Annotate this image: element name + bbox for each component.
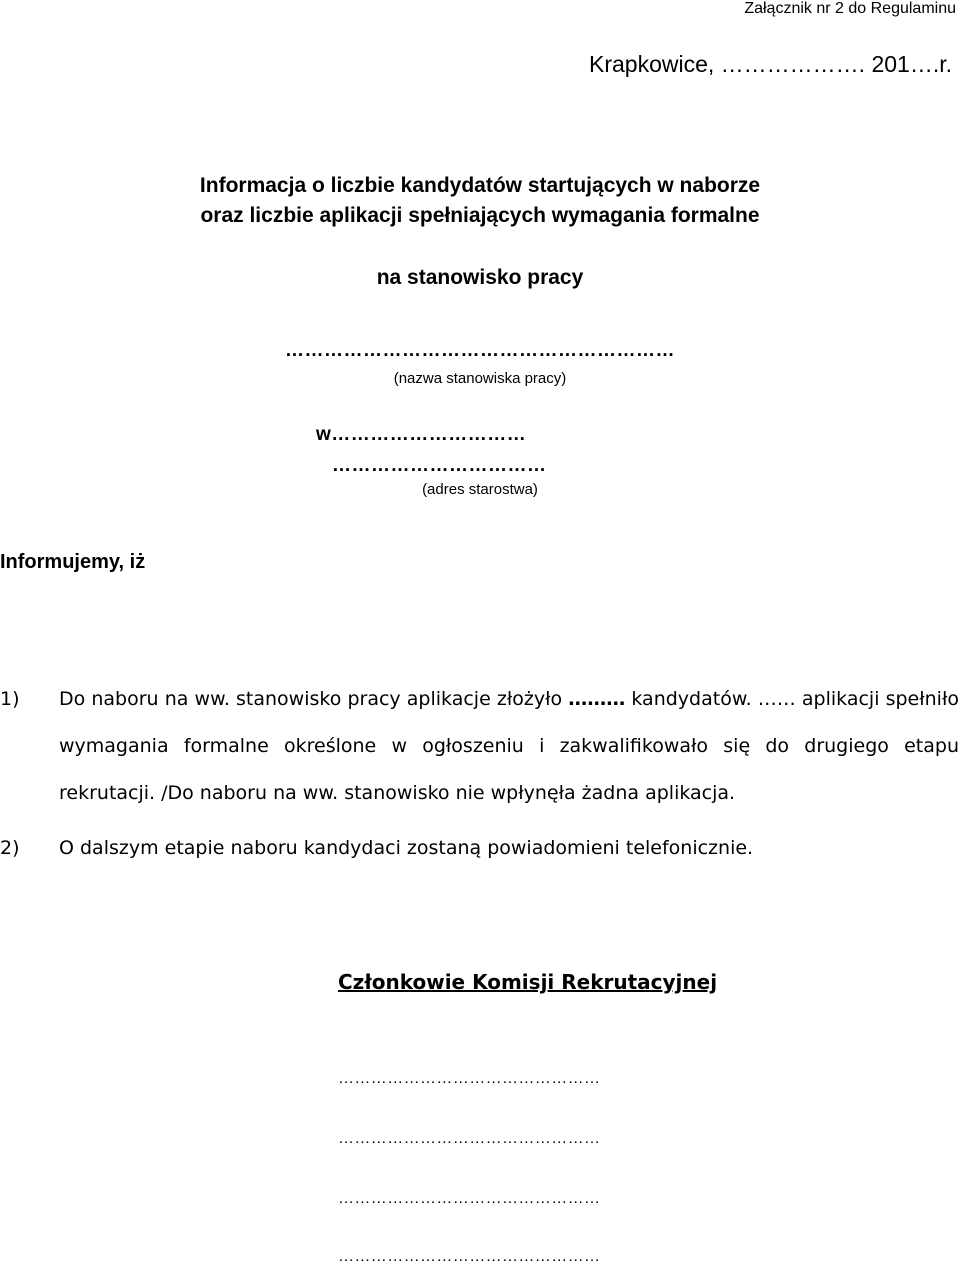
item-1-number: 1) bbox=[0, 688, 20, 710]
signature-line-1: ………………………………………… bbox=[338, 1070, 601, 1087]
item-1-text bbox=[59, 676, 959, 817]
item-1-text-a: Do naboru na ww. stanowisko pracy aplikacje złożyło bbox=[59, 688, 569, 710]
item-2-number: 2) bbox=[0, 837, 20, 859]
signature-line-3: ………………………………………… bbox=[338, 1190, 601, 1207]
office-address-blank-1: w………………………… bbox=[316, 424, 527, 445]
lead-text: Informujemy, iż bbox=[0, 551, 146, 573]
document-title-line-3: na stanowisko pracy bbox=[376, 266, 584, 289]
place-date: Krapkowice, ………………. 201….r. bbox=[589, 51, 952, 77]
position-name-blank: …………………………………………………… bbox=[285, 340, 675, 361]
signature-line-4: ………………………………………… bbox=[338, 1248, 601, 1265]
annex-label: Załącznik nr 2 do Regulaminu bbox=[744, 0, 956, 17]
office-address-blank-2: …………………………… bbox=[332, 455, 547, 476]
item-1-candidates-blank: ……… bbox=[568, 688, 626, 710]
position-name-caption: (nazwa stanowiska pracy) bbox=[393, 370, 567, 387]
document-title-line-2: oraz liczbie aplikacji spełniających wymagania formalne bbox=[200, 204, 760, 227]
item-2-text: O dalszym etapie naboru kandydaci zostaną powiadomieni telefonicznie. bbox=[59, 837, 754, 859]
signatures-heading: Członkowie Komisji Rekrutacyjnej bbox=[338, 970, 718, 994]
document-title-line-1: Informacja o liczbie kandydatów startujących w naborze bbox=[199, 174, 761, 197]
item-1-text-b: kandydatów. …… aplikacji spełniło wymagania formalne określone w ogłoszeniu i zakwalifikowało się do drugiego etapu rekrutacji. /Do naboru na ww. stanowisko nie wpłynęła żadna aplikacja. bbox=[59, 688, 959, 804]
signature-line-2: ………………………………………… bbox=[338, 1130, 601, 1147]
office-address-caption: (adres starostwa) bbox=[422, 481, 538, 498]
